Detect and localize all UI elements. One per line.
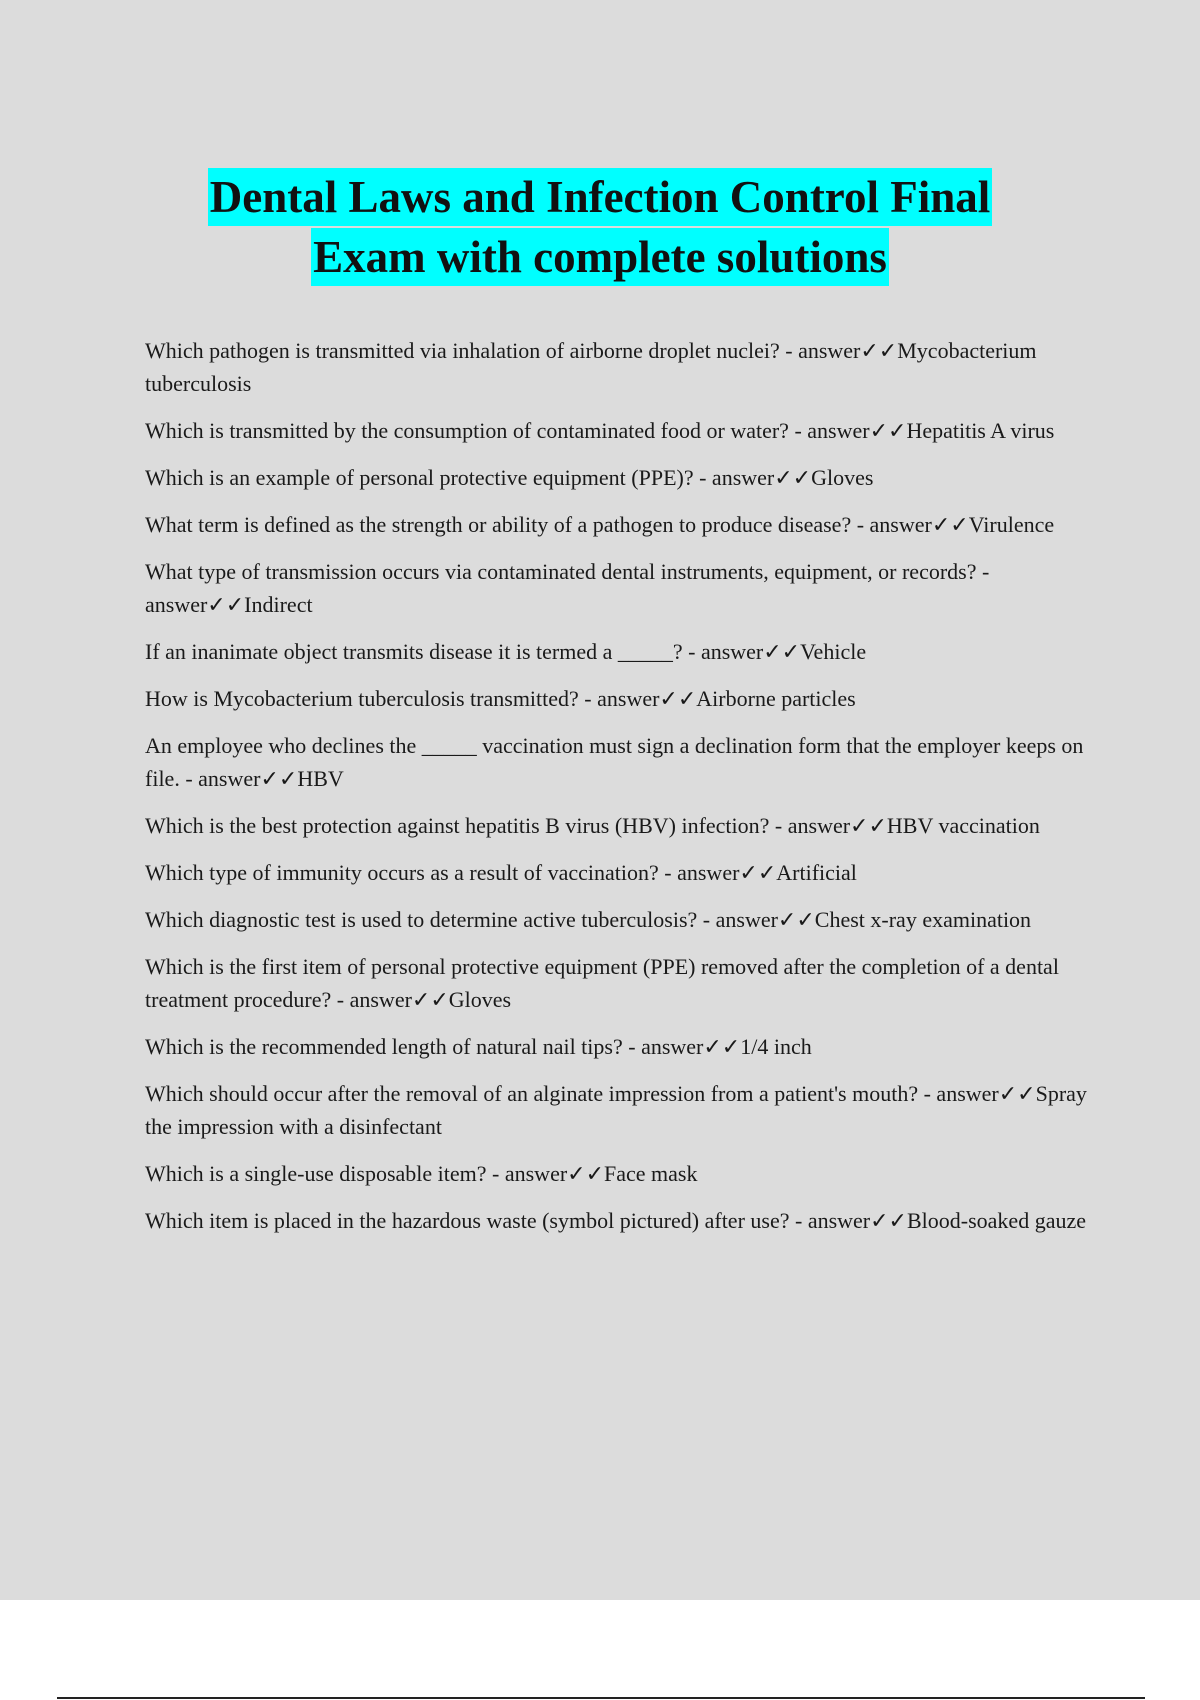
qa-item: If an inanimate object transmits disease it is termed a _____? - answer✓✓Vehicle — [145, 639, 867, 664]
title-line-2: Exam with complete solutions — [311, 228, 889, 286]
question-answer-list — [145, 334, 1090, 1251]
page-title — [0, 168, 1200, 288]
footer-divider — [57, 1697, 1145, 1699]
qa-item: Which item is placed in the hazardous waste (symbol pictured) after use? - answer✓✓Blood-soaked gauze — [145, 1208, 1086, 1233]
qa-item: What type of transmission occurs via contaminated dental instruments, equipment, or records? - answer✓✓Indirect — [145, 559, 990, 617]
qa-item: Which is the first item of personal protective equipment (PPE) removed after the completion of a dental treatment procedure? - answer✓✓Gloves — [145, 954, 1059, 1012]
qa-item: Which is an example of personal protective equipment (PPE)? - answer✓✓Gloves — [145, 465, 874, 490]
qa-item: What term is defined as the strength or ability of a pathogen to produce disease? - answer✓✓Virulence — [145, 512, 1055, 537]
qa-item: Which is a single-use disposable item? - answer✓✓Face mask — [145, 1161, 698, 1186]
title-line-1: Dental Laws and Infection Control Final — [208, 168, 993, 226]
qa-item: Which should occur after the removal of an alginate impression from a patient's mouth? - answer✓✓Spray the impression with a disinfectant — [145, 1081, 1087, 1139]
qa-item: How is Mycobacterium tuberculosis transmitted? - answer✓✓Airborne particles — [145, 686, 856, 711]
qa-item: Which is the recommended length of natural nail tips? - answer✓✓1/4 inch — [145, 1034, 812, 1059]
qa-item: Which is transmitted by the consumption of contaminated food or water? - answer✓✓Hepatitis A virus — [145, 418, 1055, 443]
qa-item: An employee who declines the _____ vaccination must sign a declination form that the employer keeps on file. - answer✓✓HBV — [145, 733, 1084, 791]
qa-item: Which type of immunity occurs as a result of vaccination? - answer✓✓Artificial — [145, 860, 857, 885]
qa-item: Which diagnostic test is used to determine active tuberculosis? - answer✓✓Chest x-ray examination — [145, 907, 1032, 932]
qa-item: Which is the best protection against hepatitis B virus (HBV) infection? - answer✓✓HBV vaccination — [145, 813, 1040, 838]
qa-item: Which pathogen is transmitted via inhalation of airborne droplet nuclei? - answer✓✓Mycobacterium tuberculosis — [145, 338, 1037, 396]
